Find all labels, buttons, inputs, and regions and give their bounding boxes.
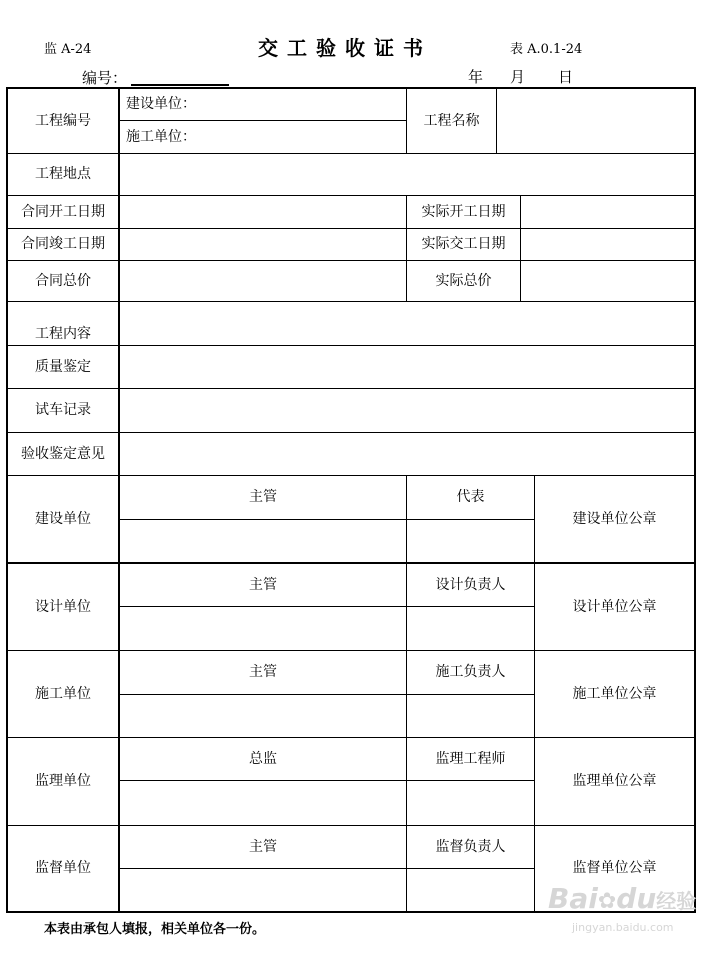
signoff-unit-label: 监理单位 [35, 773, 91, 790]
watermark-brand-cn: 经验 [656, 889, 697, 913]
signoff-role2-label: 代表 [456, 489, 485, 506]
signoff-unit-label: 施工单位 [35, 685, 91, 702]
signoff-role2-signature[interactable] [407, 781, 534, 825]
signoff-role2-label: 监理工程师 [435, 750, 506, 767]
quality-assessment-label: 质量鉴定 [35, 358, 91, 375]
contract-start-field[interactable] [120, 196, 406, 228]
actual-total-field[interactable] [521, 261, 694, 301]
date-month-label: 月 [510, 68, 526, 86]
signoff-role1-label: 主管 [249, 838, 277, 855]
date-year-label: 年 [468, 68, 484, 86]
trial-record-field[interactable] [120, 389, 694, 432]
date-day-label: 日 [558, 68, 574, 86]
actual-completion-label: 实际交工日期 [421, 236, 506, 253]
footer-note: 本表由承包人填报，相关单位各一份。 [44, 922, 266, 937]
signoff-role2-label: 施工负责人 [435, 664, 506, 681]
project-name-field[interactable] [497, 89, 694, 153]
signoff-seal-label: 监理单位公章 [572, 773, 657, 790]
number-label: 编号： [82, 69, 128, 87]
signoff-seal-label: 设计单位公章 [572, 598, 657, 615]
signoff-role1-signature[interactable] [120, 695, 406, 737]
signoff-seal-label: 监督单位公章 [572, 860, 657, 877]
signoff-seal-label: 建设单位公章 [572, 510, 657, 527]
contract-start-label: 合同开工日期 [21, 203, 105, 220]
signoff-role2-signature[interactable] [407, 607, 534, 650]
signoff-role1-signature[interactable] [120, 869, 406, 911]
quality-assessment-field[interactable] [120, 346, 694, 388]
paw-icon: ✿ [597, 889, 617, 914]
signoff-role1-label: 主管 [249, 489, 277, 506]
trial-record-label: 试车记录 [35, 402, 91, 419]
watermark-logo [548, 882, 696, 915]
construction-contractor-field[interactable]: 施工单位： [126, 128, 196, 145]
project-location-label: 工程地点 [35, 166, 91, 183]
contract-total-field[interactable] [120, 261, 406, 301]
signoff-unit-label: 设计单位 [35, 598, 91, 615]
signoff-role2-label: 监督负责人 [435, 838, 506, 855]
page-title: 交工验收证书 [258, 36, 432, 60]
watermark-brand-suffix: du [616, 882, 657, 915]
number-field[interactable] [131, 68, 229, 86]
actual-completion-field[interactable] [521, 229, 694, 260]
signoff-role1-signature[interactable] [120, 520, 406, 562]
watermark-url: jingyan.baidu.com [572, 921, 674, 934]
project-name-label: 工程名称 [423, 112, 480, 129]
work-content-field[interactable] [120, 302, 694, 345]
signoff-role1-signature[interactable] [120, 781, 406, 825]
acceptance-opinion-field[interactable] [120, 433, 694, 475]
signoff-role2-label: 设计负责人 [435, 576, 506, 593]
actual-start-field[interactable] [521, 196, 694, 228]
signoff-role2-signature[interactable] [407, 520, 534, 562]
project-location-field[interactable] [120, 154, 694, 195]
signoff-unit-label: 建设单位 [35, 510, 91, 527]
actual-start-label: 实际开工日期 [421, 203, 506, 220]
project-no-label: 工程编号 [35, 112, 91, 129]
signoff-role1-signature[interactable] [120, 607, 406, 650]
contract-completion-field[interactable] [120, 229, 406, 260]
form-code-right: 表 A.0.1-24 [510, 42, 583, 57]
signoff-role2-signature[interactable] [407, 869, 534, 911]
signoff-seal-label: 施工单位公章 [572, 685, 657, 702]
contract-completion-label: 合同竣工日期 [21, 236, 105, 253]
signoff-role1-label: 主管 [249, 576, 277, 593]
watermark-brand: Bai [548, 882, 598, 915]
signoff-role2-signature[interactable] [407, 695, 534, 737]
construction-owner-field[interactable]: 建设单位： [126, 96, 196, 113]
contract-total-label: 合同总价 [35, 272, 91, 289]
acceptance-opinion-label: 验收鉴定意见 [21, 445, 105, 462]
signoff-role1-label: 主管 [249, 664, 277, 681]
form-code-left: 监 A-24 [44, 42, 92, 57]
signoff-role1-label: 总监 [249, 750, 277, 767]
work-content-label: 工程内容 [35, 326, 91, 343]
actual-total-label: 实际总价 [435, 272, 492, 289]
signoff-unit-label: 监督单位 [35, 860, 91, 877]
